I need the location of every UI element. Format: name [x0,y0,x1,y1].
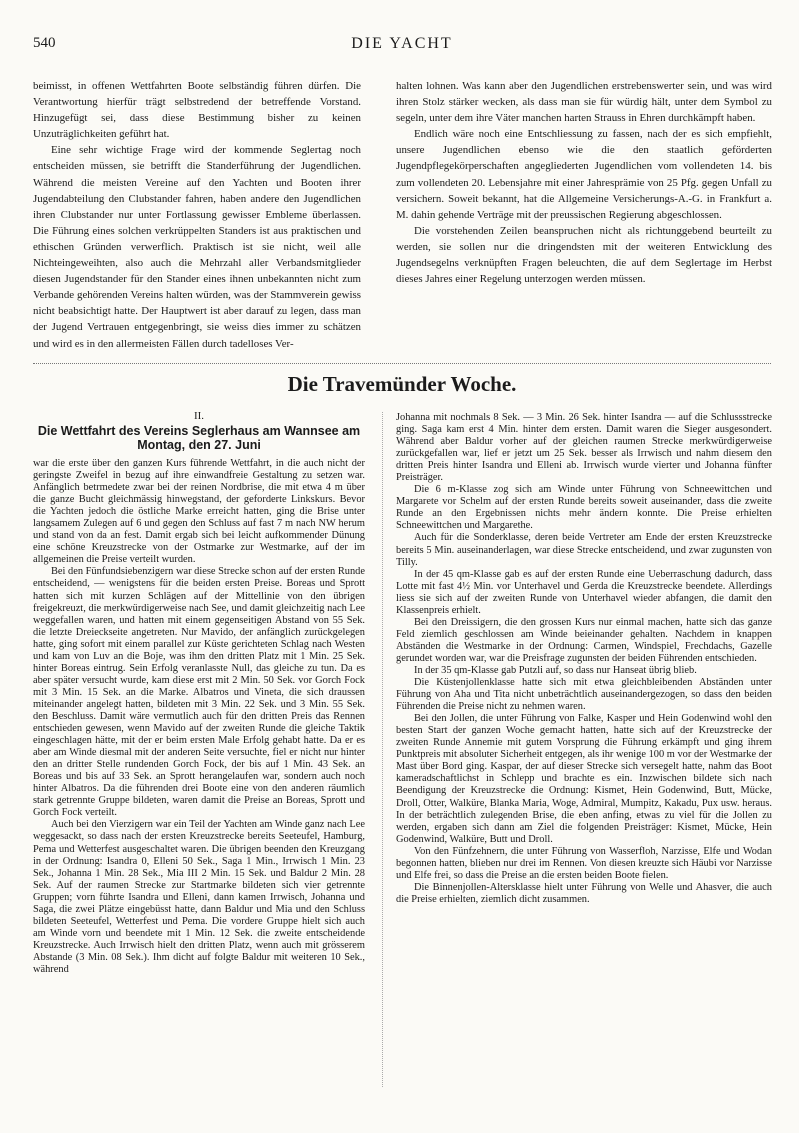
paragraph: Von den Fünfzehnern, die unter Führung von Wasserfloh, Narzisse, Elfe und Wodan begonnen hatten, blieben nur drei im Rennen. Von diesen kreuzte sich Häubi vor Narzisse und Elfe frei, so dass die Preise an die ersten beiden Boote fielen. [396,845,772,881]
top-right-column [396,78,772,287]
paragraph: Johanna mit nochmals 8 Sek. — 3 Min. 26 Sek. hinter Isandra — auf die Schlussstrecke ging. Saga kam erst 4 Min. hinter dem ersten. Damit waren die Sieger ausgesondert. Während aber Baldur vorher auf der gleichen raumen Strecke merkwürdigerweise zurückgefallen war, lief er jetzt um 25 Sek. besser als Irrwisch und nahm diesem den dritten Preis hinter Isandra und Elleni ab. Irrwisch wurde vierter und Johanna fünfter Preisträger. [396,412,772,484]
paragraph: Bei den Dreissigern, die den grossen Kurs nur einmal machen, hatte sich das ganze Feld ziemlich geschlossen am Winde beieinander gehalten. Nachdem in knappen Abständen die Westmarke in der Ordnung: Carmen, Windspiel, Frechdachs, Gazelle gerundet worden war, war die Preisfrage zugunsten der beiden Führenden entschieden. [396,616,772,664]
paragraph: Die Küstenjollenklasse hatte sich mit etwa gleichbleibenden Abständen unter Führung von Aha und Tita nicht unbeträchtlich auseinandergezogen, so dass den beiden Führenden die Preise nicht zu nehmen waren. [396,677,772,713]
section-divider [33,363,771,364]
paragraph: Die vorstehenden Zeilen beanspruchen nicht als richtunggebend beurteilt zu werden, sie sollen nur die dringendsten mit der weiteren Entwicklung des Jugendsegelns verknüpften Fragen beleuchten, die auf dem Seglertage im Herbst dieses Jahres einer Regelung unterzogen werden müssen. [396,224,772,286]
article-right-column [396,412,772,906]
paragraph: Die 6 m-Klasse zog sich am Winde unter Führung von Schneewittchen und Margarete vor Schelm auf der ersten Runde bereits soweit auseinander, dass die zweite Runde an den Ergebnissen nichts mehr ändern konnte. Die Preise erhielten Schneewittchen und Margarethe. [396,484,772,532]
section-header [33,410,365,452]
section-number: II. [193,410,205,422]
paragraph: Eine sehr wichtige Frage wird der kommende Seglertag noch entscheiden müssen, sie betrifft die Standerführung der Jugendlichen. Während die meisten Vereine auf den Yachten und Booten ihrer Jugendabteilung den Clubstander fahren, haben andere den Jugendlichen ihren Clubstander nur unter Fortlassung gewisser Embleme überlassen. Die Führung eines solchen verkrüppelten Standers ist aus praktischen und ethischen Gründen verwerflich. Praktisch ist sie nicht, weil alle Nichteingeweihten, also auch die Mehrzahl aller Verbandsmitglieder diesen Jugendstander für den Stander eines ihnen unbekannten nicht zum Verbande gehörenden Vereins halten würden, was der Stammverein gewiss nicht beabsichtigt hatte. Der Hauptwert ist aber darauf zu legen, dass man der Jugend Vertrauen entgegenbringt, sie weiss dies immer zu schätzen und wird es in den allermeisten Fällen durch tadelloses Ver- [33,144,361,350]
paragraph: In der 35 qm-Klasse gab Putzli auf, so dass nur Hanseat übrig blieb. [414,664,697,676]
section-heading: Die Wettfahrt des Vereins Seglerhaus am Wannsee am Montag, den 27. Juni [37,424,361,452]
article-title: Die Travemünder Woche. [287,372,517,396]
paragraph: beimisst, in offenen Wettfahrten Boote selbständig führen dürfen. Die Verantwortung hierfür trägt selbstredend der betreffende Vorstand. Hinzugefügt sei, dass diese Bestimmung bisher zu keinen Unzuträglichkeiten geführt hat. [33,80,361,141]
paragraph: Auch bei den Vierzigern war ein Teil der Yachten am Winde ganz nach Lee weggesackt, so dass nach der ersten Kreuzstrecke bereits Seeteufel, Hamburg, Pema und Wetterfest ausgeschaltet waren. Die übrigen beenden den Kreuzgang in der Ordnung: Isandra 0, Elleni 50 Sek., Saga 1 Min., Irrwisch 1 Min. 23 Sek., Johanna 1 Min. 28 Sek., Mia III 2 Min. 15 Sek. und Baldur 2 Min. 28 Sek. Auf der raumen Strecke zur Startmarke bildeten sich vier getrennte Gruppen; vorn führte Isandra und Elleni, dann kamen Irrwisch, Johanna und Saga, die zwei Plätze eingebüsst hatte, dann Baldur und Mia und den Schluss bildeten Seeteufel, Wetterfest und Pema. Die vordere Gruppe hielt sich auch am Winde vorn und beendete mit 1 Min. 12 Sek. die zweite entscheidende Kreuzstrecke. Auch Irrwisch hielt den dritten Platz, wenn auch mit grösserem Abstande (3 Min. 08 Sek.). Ihm dicht auf folgte Baldur mit weiteren 10 Sek., während [33,819,365,975]
column-rule [382,412,383,1087]
paragraph: Bei den Fünfundsiebenzigern war diese Strecke schon auf der ersten Runde entscheidend, — wenigstens für die beiden ersten Preise. Boreas und Sprott hatten sich mit kurzen Schlägen auf der Mittellinie von den übrigen freigekreuzt, die merkwürdigerweise nach See, und damit gleichzeitig nach Lee weggefallen waren, und hatten mit einem gegenseitigen Abstand von 55 Sek. die letzte Dreieckseite angetreten. Nur Mavido, der anfänglich zurückgelegen hatte, ging sofort mit einem parallel zur Küste gerichteten Schlag nach Westen und kam von Luv an die Boje, was ihm den dritten Platz mit 1 Min. 25 Sek. hinter Boreas eintrug. Sein Erfolg veranlasste Null, das gleiche zu tun. Da es aber später versucht wurde, kam diese erst mit 2 Min. 50 Sek. vor Gorch Fock mit 3 Min. 15 Sek. an die Marke. Albatros und Vineta, die sich draussen miteinander angelegt hatten, bildeten mit 3 Min. 22 Sek. und 3 Min. 55 Sek. den Beschluss. Damit wäre vermutlich auch für den dritten Preis das Rennen entschieden gewesen, wenn Mavido auf der zweiten Runde die gleiche Taktik eingeschlagen hätte, mit der er beim ersten Male Erfolg gehabt hatte. Da er es aber am Winde diesmal mit der anderen Seite versuchte, fiel er nicht nur hinter den an dritter Stelle rundenden Gorch Fock, der bis auf 1 Min. 43 Sek. an Boreas und bis auf 33 Sek. an Sprott herangelaufen war, sondern auch noch hinter Albatros. Da die führenden drei Boote eine von den anderen räumlich stark getrennte Gruppe bildeten, waren damit die Preise an Boreas, Sprott und Gorch Fock verteilt. [33,566,365,819]
running-title: DIE YACHT [351,35,453,52]
paragraph: war die erste über den ganzen Kurs führende Wettfahrt, in die auch nicht der geringste Zweifel in bezug auf ihre einwandfreie Gestaltung zu setzen war. Anfänglich betrmedete zwar bei der reinen Nordbrise, die mit etwa 4 m über die ganze Bucht gleichmässig hinwegstand, der geforderte Linkskurs. Bevor die Yachten jedoch die östliche Marke erreicht hatten, ging die Brise unter langsamem Zulegen auf 6 und gegen den Schluss auf fast 7 m nach NW herum und stand von da an fest. Damit ergab sich bei leicht aufkommender Dünung eine schöne Kreuzstrecke von der Ostmarke zur Westmarke, auf der im allgemeinen die Preise verteilt wurden. [33,458,365,566]
top-left-column [33,78,361,352]
paragraph: Bei den Jollen, die unter Führung von Falke, Kasper und Hein Godenwind wohl den besten Start der ganzen Woche gemacht hatten, hatte sich auf der Kreuzstrecke der zweiten Runde Annemie mit gutem Vorsprung die Führung erkämpft und ging ihrem Punktpreis mit absoluter Sicherheit entgegen, als ihr wenige 100 m vor der Westmarke der Mast über Bord ging. Kaspar, der auf dieser Strecke sich versegelt hatte, nahm das Boot kameradschaftlichst in Schlepp und brachte es ein. Inzwischen bildete sich nach Beendigung der Kreuzstrecke die Ordnung: Kismet, Hein Godenwind, Butt, Mücke, Droll, Otter, Walküre, Blanka Maria, Woge, Admiral, Mumpitz, Kakadu, Pux usw. heraus. In der beträchtlich zulegenden Brise, die eben anfing, etwas zu viel für die Jollen zu werden, ergaben sich dann am Ziel die folgenden Preisträger: Kismet, Mücke, Hein Godenwind, Walküre, Butt und Droll. [396,713,772,845]
page-header [33,35,771,55]
paragraph: In der 45 qm-Klasse gab es auf der ersten Runde eine Ueberraschung dadurch, dass Lotte mit fast 4½ Min. vor Unterhavel und Gerda die Kreuzstrecke beendete. Allerdings liess sie sich auf der zweiten Runde von Unterhavel wieder abfangen, die damit den Klassenpreis erhielt. [396,568,772,616]
paragraph: Die Binnenjollen-Altersklasse hielt unter Führung von Welle und Ahasver, die auch die Preise erhielten, ziemlich dicht zusammen. [396,881,772,905]
paragraph: Auch für die Sonderklasse, deren beide Vertreter am Ende der ersten Kreuzstrecke bereits 5 Min. auseinanderlagen, war diese Strecke entscheidend, und zwar zugunsten von Tilly. [396,532,772,568]
article-left-column [33,458,365,976]
paragraph: Endlich wäre noch eine Entschliessung zu fassen, nach der es sich empfiehlt, unsere Jugendlichen ebenso wie die den staatlich geförderten Jugendpflegekörperschaften angegliederten Jugendlichen vom vollendeten 14. bis zum vollendeten 20. Lebensjahre mit einer Jahresprämie von 25 Pfg. gegen Unfall zu versichern. Soweit bekannt, hat die Allgemeine Versicherungs-A.-G. in Frankfurt a. M. dahin gehende Verträge mit der preussischen Regierung abgeschlossen. [396,128,772,221]
page-number: 540 [33,35,56,51]
paragraph: halten lohnen. Was kann aber den Jugendlichen erstrebenswerter sein, und was wird ihren Stolz stärker wecken, als dass man sie für würdig hält, unter dem Symbol zu segeln, unter dem ihre Väter manchen harten Strauss in Ehren durchkämpft haben. [396,80,772,125]
